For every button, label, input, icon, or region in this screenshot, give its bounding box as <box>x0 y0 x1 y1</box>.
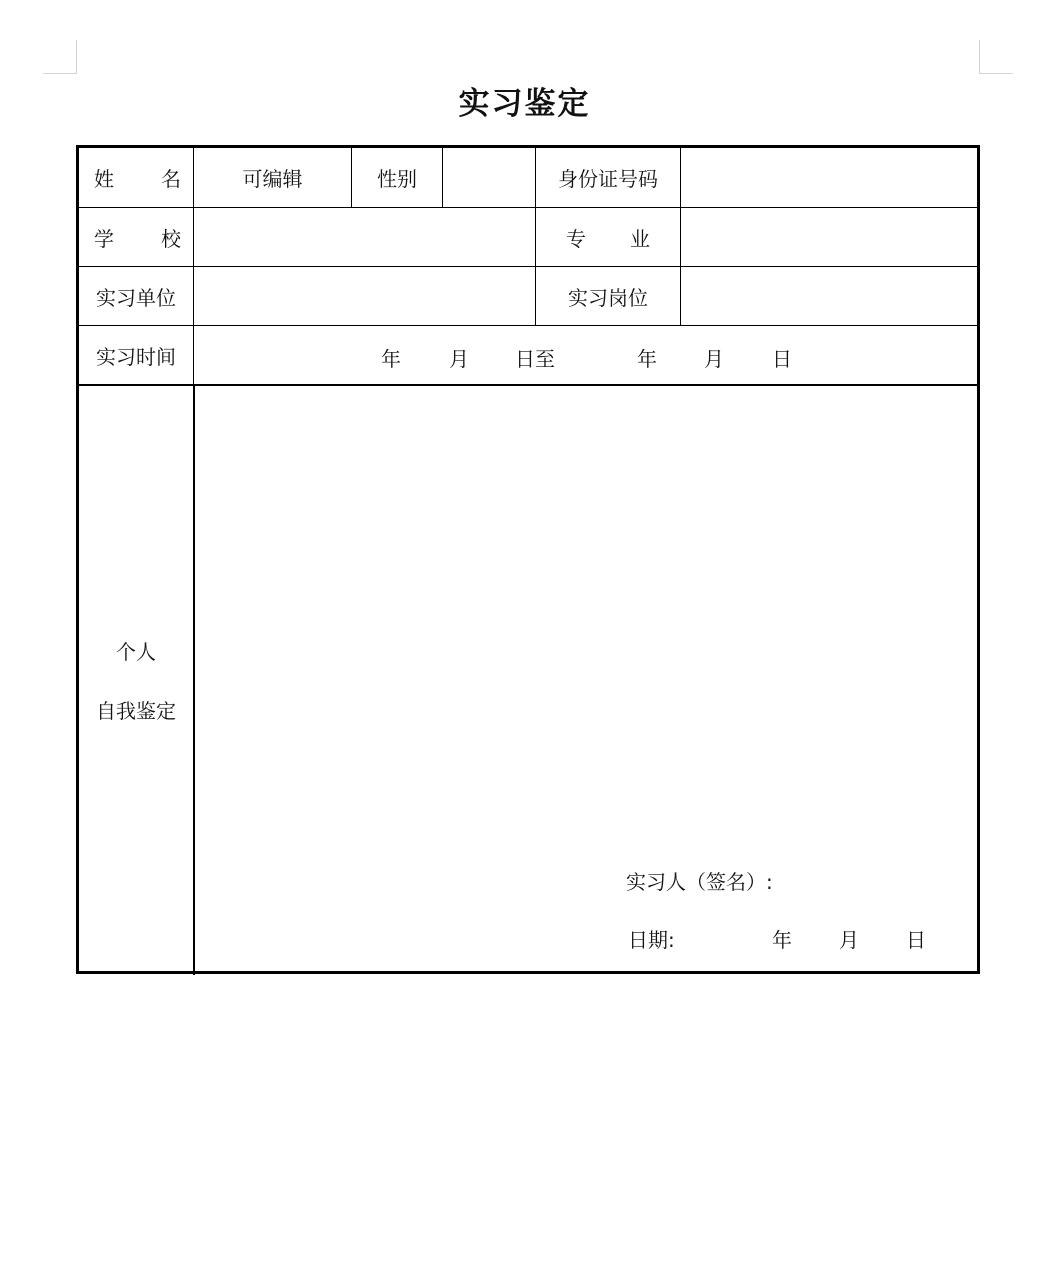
self-evaluation-label-line-1: 个人 <box>116 640 156 664</box>
internship-unit-label: 实习单位 <box>96 285 176 310</box>
major-label-char-1: 专 <box>566 226 586 251</box>
major-field[interactable] <box>681 208 977 266</box>
gender-label: 性别 <box>377 167 417 191</box>
crop-mark-top-left <box>43 40 77 74</box>
end-year-label: 年 <box>637 347 657 371</box>
end-month-label: 月 <box>704 347 724 371</box>
id-number-field[interactable] <box>681 148 977 207</box>
sign-date-label: 日期: <box>628 928 675 952</box>
self-evaluation-label <box>79 386 193 974</box>
major-label-char-2: 业 <box>630 226 650 251</box>
crop-mark-top-right <box>979 40 1013 74</box>
name-field[interactable]: 可编辑 <box>242 167 303 191</box>
gender-field[interactable] <box>443 148 535 207</box>
start-year-label: 年 <box>381 347 401 371</box>
signature-label: 实习人（签名）: <box>626 870 773 894</box>
name-label-char-1: 姓 <box>94 167 114 191</box>
internship-post-label: 实习岗位 <box>568 285 648 310</box>
school-label-char-1: 学 <box>94 226 114 251</box>
internship-unit-field[interactable] <box>194 267 535 325</box>
start-day-to-label: 日至 <box>515 347 555 371</box>
internship-post-field[interactable] <box>681 267 977 325</box>
appraisal-form-table <box>76 145 980 974</box>
school-label <box>79 208 193 266</box>
internship-time-field[interactable] <box>194 326 977 384</box>
end-day-label: 日 <box>772 347 792 371</box>
school-label-char-2: 校 <box>161 226 181 251</box>
sign-day-label: 日 <box>906 928 926 952</box>
self-evaluation-text-area[interactable] <box>195 386 977 974</box>
school-field[interactable] <box>194 208 535 266</box>
sign-month-label: 月 <box>839 928 859 952</box>
internship-time-label: 实习时间 <box>96 344 176 369</box>
sign-year-label: 年 <box>772 928 792 952</box>
name-label-char-2: 名 <box>161 167 181 191</box>
name-label <box>79 148 193 207</box>
self-evaluation-label-line-2: 自我鉴定 <box>96 699 176 723</box>
document-title: 实习鉴定 <box>458 86 591 122</box>
major-label <box>536 208 680 266</box>
id-number-label: 身份证号码 <box>558 167 658 191</box>
start-month-label: 月 <box>449 347 469 371</box>
